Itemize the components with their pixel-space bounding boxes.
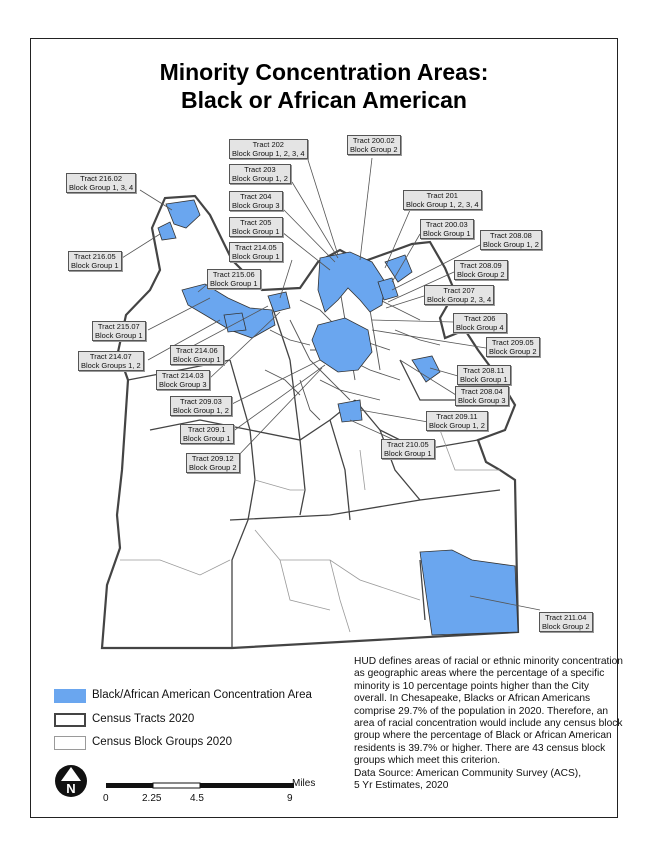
label-tract: Tract 215.06 <box>212 270 255 279</box>
scale-tick: 0 <box>103 793 109 804</box>
map-label <box>170 396 232 416</box>
map-label <box>480 230 542 250</box>
map-label <box>457 365 511 385</box>
label-tract: Tract 200.02 <box>352 136 395 145</box>
label-tract: Tract 215.07 <box>97 322 140 331</box>
label-tract: Tract 216.02 <box>80 174 123 183</box>
map-label <box>229 139 308 159</box>
label-block-group: Block Group 1, 2 <box>232 174 288 183</box>
label-tract: Tract 210.05 <box>386 440 429 449</box>
map-label <box>486 337 540 357</box>
label-tract: Tract 208.04 <box>460 387 503 396</box>
map-label <box>381 439 435 459</box>
north-arrow-icon <box>54 764 88 798</box>
label-block-group: Block Group 3 <box>159 380 207 389</box>
label-block-group: Block Group 2 <box>489 347 537 356</box>
map-label <box>347 135 401 155</box>
map-label <box>170 345 224 365</box>
legend-label-tracts: Census Tracts 2020 <box>92 713 195 725</box>
label-block-group: Block Group 1 <box>384 449 432 458</box>
label-tract: Tract 214.06 <box>175 346 218 355</box>
label-block-group: Block Group 1 <box>173 355 221 364</box>
map-label <box>420 219 474 239</box>
legend-label-concentration: Black/African American Concentration Area <box>92 689 312 701</box>
map-label <box>424 285 494 305</box>
scale-tick: 9 <box>287 793 293 804</box>
map-label <box>68 251 122 271</box>
scale-tick: 4.5 <box>190 793 204 804</box>
legend-label-block-groups: Census Block Groups 2020 <box>92 736 232 748</box>
map-label <box>186 453 240 473</box>
label-block-group: Block Groups 1, 2 <box>81 361 141 370</box>
data-source-line-1: Data Source: American Community Survey (ACS), <box>354 767 582 779</box>
label-block-group: Block Group 1 <box>71 261 119 270</box>
label-block-group: Block Group 1 <box>95 331 143 340</box>
label-block-group: Block Group 3 <box>232 201 280 210</box>
label-tract: Tract 208.11 <box>463 366 505 375</box>
description-block <box>354 656 624 792</box>
legend-swatch-block-groups <box>54 736 86 750</box>
label-tract: Tract 208.08 <box>490 231 532 240</box>
label-block-group: Block Group 1, 2, 3, 4 <box>406 200 479 209</box>
label-tract: Tract 211.04 <box>545 613 587 622</box>
label-tract: Tract 209.12 <box>191 454 234 463</box>
label-block-group: Block Group 4 <box>456 323 504 332</box>
data-source-line-2: 5 Yr Estimates, 2020 <box>354 780 449 792</box>
legend-swatch-concentration <box>54 689 86 703</box>
map-label <box>180 424 234 444</box>
label-tract: Tract 209.05 <box>491 338 534 347</box>
label-tract: Tract 201 <box>426 191 458 200</box>
label-block-group: Block Group 3 <box>458 396 506 405</box>
map-label <box>453 313 507 333</box>
label-block-group: Block Group 2 <box>189 463 237 472</box>
label-block-group: Block Group 1 <box>183 434 231 443</box>
map-label <box>229 242 283 262</box>
label-tract: Tract 206 <box>464 314 496 323</box>
label-block-group: Block Group 2, 3, 4 <box>427 295 492 304</box>
label-block-group: Block Group 1 <box>232 227 280 236</box>
label-tract: Tract 205 <box>240 218 272 227</box>
map-label <box>66 173 136 193</box>
label-block-group: Block Group 2 <box>457 270 505 279</box>
map-label <box>229 164 291 184</box>
area-tract-209-11 <box>338 400 362 422</box>
title-line-2: Black or African American <box>181 87 467 113</box>
label-block-group: Block Group 1 <box>423 229 471 238</box>
label-block-group: Block Group 1, 2, 3, 4 <box>232 149 305 158</box>
map-label <box>426 411 488 431</box>
map-label <box>403 190 482 210</box>
label-block-group: Block Group 1, 2 <box>429 421 485 430</box>
label-block-group: Block Group 1, 3, 4 <box>69 183 134 192</box>
north-letter: N <box>66 781 76 796</box>
map-label <box>454 260 508 280</box>
label-tract: Tract 202 <box>252 140 284 149</box>
label-tract: Tract 209.11 <box>436 412 478 421</box>
map-label <box>455 386 509 406</box>
label-block-group: Block Group 1, 2 <box>173 406 229 415</box>
map-label <box>229 217 283 237</box>
label-tract: Tract 207 <box>443 286 475 295</box>
description-text: HUD defines areas of racial or ethnic minority concentration as geographic areas where the percentage of a specific minority is 10 percentage points higher than the City overall. In Chesapeake, Blacks or African Americans comprise 29.7% of the population in 2020. Therefore, an area of racial concentration would include any census block group where the percentage of Black or African American residents is 39.7% or higher. There are 43 census block groups which meet this criterion. <box>354 656 623 767</box>
label-block-group: Block Group 2 <box>350 145 398 154</box>
scale-unit: Miles <box>292 778 316 789</box>
label-tract: Tract 204 <box>240 192 272 201</box>
map-label <box>207 269 261 289</box>
label-tract: Tract 214.07 <box>89 352 132 361</box>
label-tract: Tract 214.03 <box>161 371 204 380</box>
label-tract: Tract 214.05 <box>234 243 277 252</box>
map-label <box>92 321 146 341</box>
label-block-group: Block Group 2 <box>542 622 590 631</box>
scale-tick: 2.25 <box>142 793 162 804</box>
label-tract: Tract 208.09 <box>459 261 502 270</box>
legend-swatch-tracts <box>54 713 86 727</box>
label-block-group: Block Group 1 <box>210 279 258 288</box>
label-block-group: Block Group 1, 2 <box>483 240 539 249</box>
label-block-group: Block Group 1 <box>232 252 280 261</box>
map-label <box>539 612 593 632</box>
label-tract: Tract 209.03 <box>180 397 222 406</box>
map-label <box>78 351 144 371</box>
map-label <box>156 370 210 390</box>
label-tract: Tract 200.03 <box>425 220 468 229</box>
label-tract: Tract 209.1 <box>187 425 226 434</box>
label-block-group: Block Group 1 <box>460 375 508 384</box>
title-line-1: Minority Concentration Areas: <box>159 59 489 85</box>
label-tract: Tract 216.05 <box>73 252 116 261</box>
map-label <box>229 191 283 211</box>
label-tract: Tract 203 <box>244 165 276 174</box>
area-tract-209-12 <box>224 313 246 332</box>
